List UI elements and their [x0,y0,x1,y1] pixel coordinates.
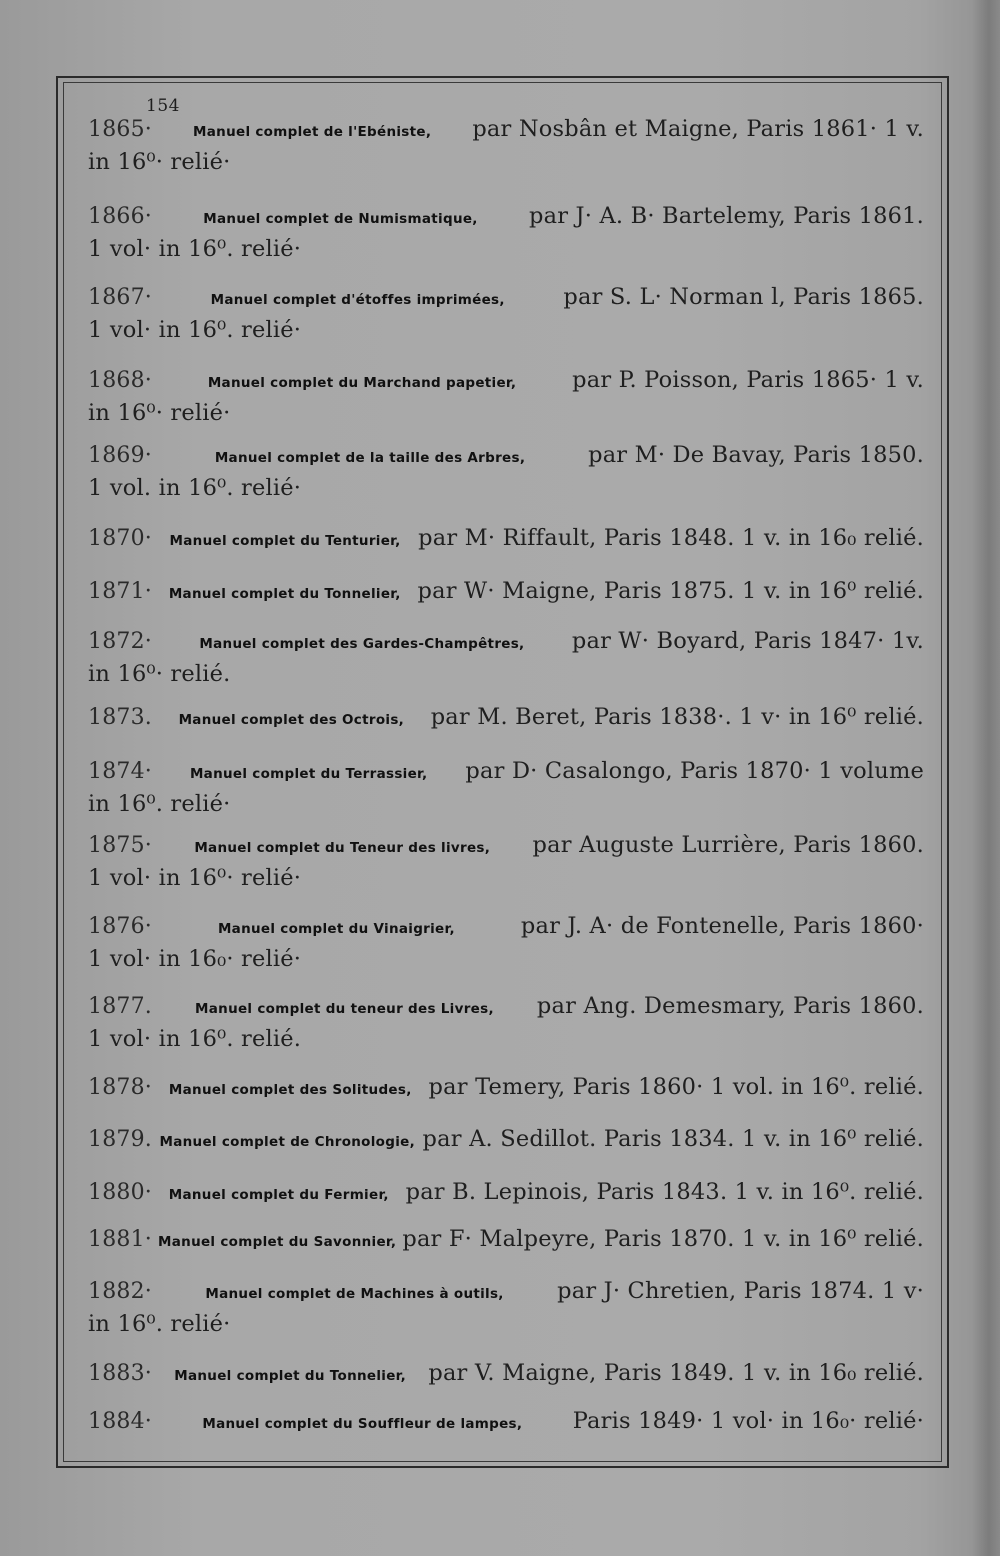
entry-continuation: 1 vol· in 16⁰. relié· [88,317,302,343]
entry-title: Manuel complet du Tonnelier, [174,1368,407,1384]
entry-number: 1870· [88,526,152,551]
entry-details: par A. Sedillot. Paris 1834. 1 v. in 16⁰ relié. [422,1126,924,1152]
entry-title: Manuel complet des Octrois, [178,712,405,728]
catalog-entry [88,1276,924,1339]
entry-details: par W· Boyard, Paris 1847· 1v. [571,628,924,654]
entry-title: Manuel complet de Machines à outils, [205,1286,504,1302]
entry-details: par P. Poisson, Paris 1865· 1 v. [572,367,924,393]
entry-number: 1878· [88,1075,152,1100]
entry-number: 1866· [88,204,152,229]
entry-title: Manuel complet du Tenturier, [169,533,401,549]
page-edge-shadow [972,0,1000,1556]
entry-details: par Ang. Demesmary, Paris 1860. [536,993,924,1019]
entry-title: Manuel complet du Souffleur de lampes, [202,1416,523,1432]
catalog-entry [88,991,924,1054]
catalog-entry [88,1406,924,1439]
entry-number: 1871· [88,579,152,604]
catalog-entry [88,282,924,345]
entry-number: 1884· [88,1409,152,1434]
entry-number: 1875· [88,833,152,858]
entry-number: 1867· [88,285,152,310]
entry-number: 1869· [88,443,152,468]
entry-number: 1873. [88,705,152,730]
catalog-entry [88,702,924,735]
entry-details: par J· A. B· Bartelemy, Paris 1861. [529,203,924,229]
entry-number: 1882· [88,1279,152,1304]
entry-number: 1872· [88,629,152,654]
entry-number: 1879. [88,1127,152,1152]
entry-number: 1865· [88,117,152,142]
catalog-entry [88,626,924,689]
entry-number: 1880· [88,1180,152,1205]
entry-continuation: in 16⁰. relié· [88,1311,231,1337]
catalog-entry [88,114,924,177]
entry-title: Manuel complet d'étoffes imprimées, [210,292,505,308]
catalog-entry [88,365,924,428]
entry-details: par Nosbân et Maigne, Paris 1861· 1 v. [472,116,924,142]
entry-number: 1874· [88,759,152,784]
entry-title: Manuel complet de Numismatique, [203,211,478,227]
catalog-entry [88,756,924,819]
catalog-entry [88,1358,924,1391]
entry-number: 1868· [88,368,152,393]
entry-details: par M· De Bavay, Paris 1850. [588,442,924,468]
entry-title: Manuel complet du teneur des Livres, [195,1001,494,1017]
catalog-entry [88,1177,924,1210]
entry-details: par Temery, Paris 1860· 1 vol. in 16⁰. relié. [428,1074,924,1100]
catalog-entry [88,1124,924,1157]
entry-title: Manuel complet des Solitudes, [168,1082,412,1098]
entry-details: par Auguste Lurrière, Paris 1860. [532,832,924,858]
catalog-entry [88,1224,924,1257]
entry-continuation: 1 vol· in 16⁰. relié· [88,236,302,262]
entry-details: par F· Malpeyre, Paris 1870. 1 v. in 16⁰ relié. [402,1226,924,1252]
entry-title: Manuel complet de la taille des Arbres, [214,450,526,466]
entry-title: Manuel complet du Savonnier, [158,1234,397,1250]
entry-title: Manuel complet du Teneur des livres, [194,840,491,856]
catalog-entry [88,830,924,893]
entry-continuation: 1 vol. in 16⁰. relié· [88,475,302,501]
entry-title: Manuel complet des Gardes-Champêtres, [199,636,525,652]
catalog-entry [88,911,924,974]
entry-details: par V. Maigne, Paris 1849. 1 v. in 16₀ relié. [428,1360,924,1386]
entry-title: Manuel complet du Fermier, [168,1187,389,1203]
entry-details: par S. L· Norman l, Paris 1865. [563,284,924,310]
entry-number: 1877. [88,994,152,1019]
entry-details: par J· Chretien, Paris 1874. 1 v· [557,1278,924,1304]
entry-continuation: in 16⁰· relié· [88,149,231,175]
entry-title: Manuel complet du Vinaigrier, [217,921,455,937]
entry-number: 1881· [88,1227,152,1252]
entry-number: 1883· [88,1361,152,1386]
catalog-entry [88,1072,924,1105]
entry-continuation: in 16⁰· relié· [88,400,231,426]
entry-title: Manuel complet du Marchand papetier, [207,375,517,391]
entry-details: par M· Riffault, Paris 1848. 1 v. in 16₀ relié. [418,525,924,551]
entry-details: par J. A· de Fontenelle, Paris 1860· [520,913,924,939]
entry-number: 1876· [88,914,152,939]
catalog-entry [88,201,924,264]
catalog-entry [88,576,924,609]
entry-continuation: 1 vol· in 16₀· relié· [88,946,302,972]
entry-title: Manuel complet de l'Ebéniste, [193,124,432,140]
entry-continuation: in 16⁰. relié· [88,791,231,817]
entry-details: par M. Beret, Paris 1838·. 1 v· in 16⁰ relié. [430,704,924,730]
entry-title: Manuel complet du Terrassier, [189,766,428,782]
entry-title: Manuel complet du Tonnelier, [168,586,401,602]
entry-continuation: in 16⁰· relié. [88,661,231,687]
entry-continuation: 1 vol· in 16⁰· relié· [88,865,302,891]
catalog-entry [88,440,924,503]
entry-details: par D· Casalongo, Paris 1870· 1 volume [465,758,924,784]
entry-details: par B. Lepinois, Paris 1843. 1 v. in 16⁰. relié. [405,1179,924,1205]
entry-continuation: 1 vol· in 16⁰. relié. [88,1026,302,1052]
catalog-entry [88,523,924,556]
entry-details: par W· Maigne, Paris 1875. 1 v. in 16⁰ relié. [417,578,924,604]
entry-details: Paris 1849· 1 vol· in 16₀· relié· [572,1408,924,1434]
page-number: 154 [146,96,180,116]
entry-title: Manuel complet de Chronologie, [159,1134,416,1150]
